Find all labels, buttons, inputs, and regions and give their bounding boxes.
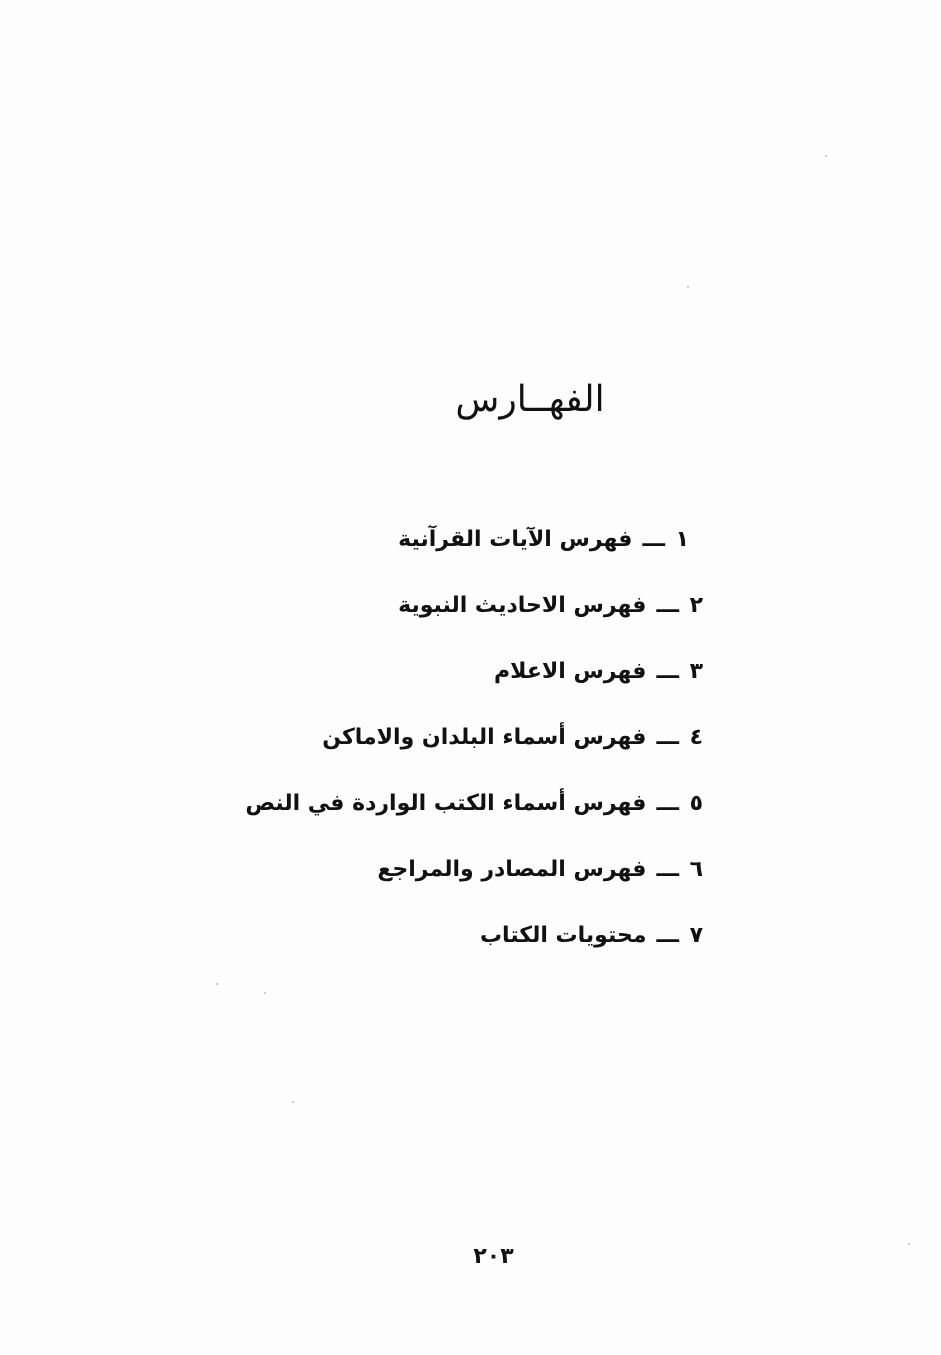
item-text: فهرس أسماء البلدان والاماكن <box>322 725 647 750</box>
item-text: فهرس المصادر والمراجع <box>377 857 647 882</box>
index-item-persons <box>143 650 703 716</box>
item-dash: ـــ <box>656 725 679 750</box>
scan-speck <box>825 155 827 157</box>
scan-speck <box>216 983 218 985</box>
scan-speck <box>687 286 689 288</box>
item-dash: ـــ <box>656 593 679 618</box>
item-text: محتويات الكتاب <box>479 923 647 948</box>
index-list <box>143 518 703 980</box>
item-dash: ـــ <box>656 791 679 816</box>
item-number: ٤ <box>689 725 703 750</box>
scan-speck <box>908 1243 910 1245</box>
index-item-books <box>143 782 703 848</box>
item-dash: ـــ <box>656 923 679 948</box>
item-number: ٢ <box>689 593 703 618</box>
item-number: ٣ <box>689 659 703 684</box>
item-dash: ـــ <box>642 527 665 552</box>
item-text: فهرس الآيات القرآنية <box>398 527 633 552</box>
item-dash: ـــ <box>656 857 679 882</box>
index-item-hadiths <box>143 584 703 650</box>
page-number: ٢٠٣ <box>473 1244 514 1269</box>
page-title: الفهــارس <box>455 379 605 421</box>
item-text: فهرس الاعلام <box>494 659 647 684</box>
item-text: فهرس الاحاديث النبوية <box>398 593 647 618</box>
item-number: ٧ <box>689 923 703 948</box>
item-number: ٦ <box>689 857 703 882</box>
item-number: ٥ <box>689 791 703 816</box>
index-item-contents <box>143 914 703 980</box>
index-item-sources <box>143 848 703 914</box>
item-text: فهرس أسماء الكتب الواردة في النص <box>245 791 647 816</box>
index-item-places <box>143 716 703 782</box>
index-item-quran-verses <box>143 518 703 584</box>
item-number: ١ <box>675 527 689 552</box>
item-dash: ـــ <box>656 659 679 684</box>
scan-speck <box>292 1101 294 1103</box>
scan-speck <box>264 992 266 994</box>
